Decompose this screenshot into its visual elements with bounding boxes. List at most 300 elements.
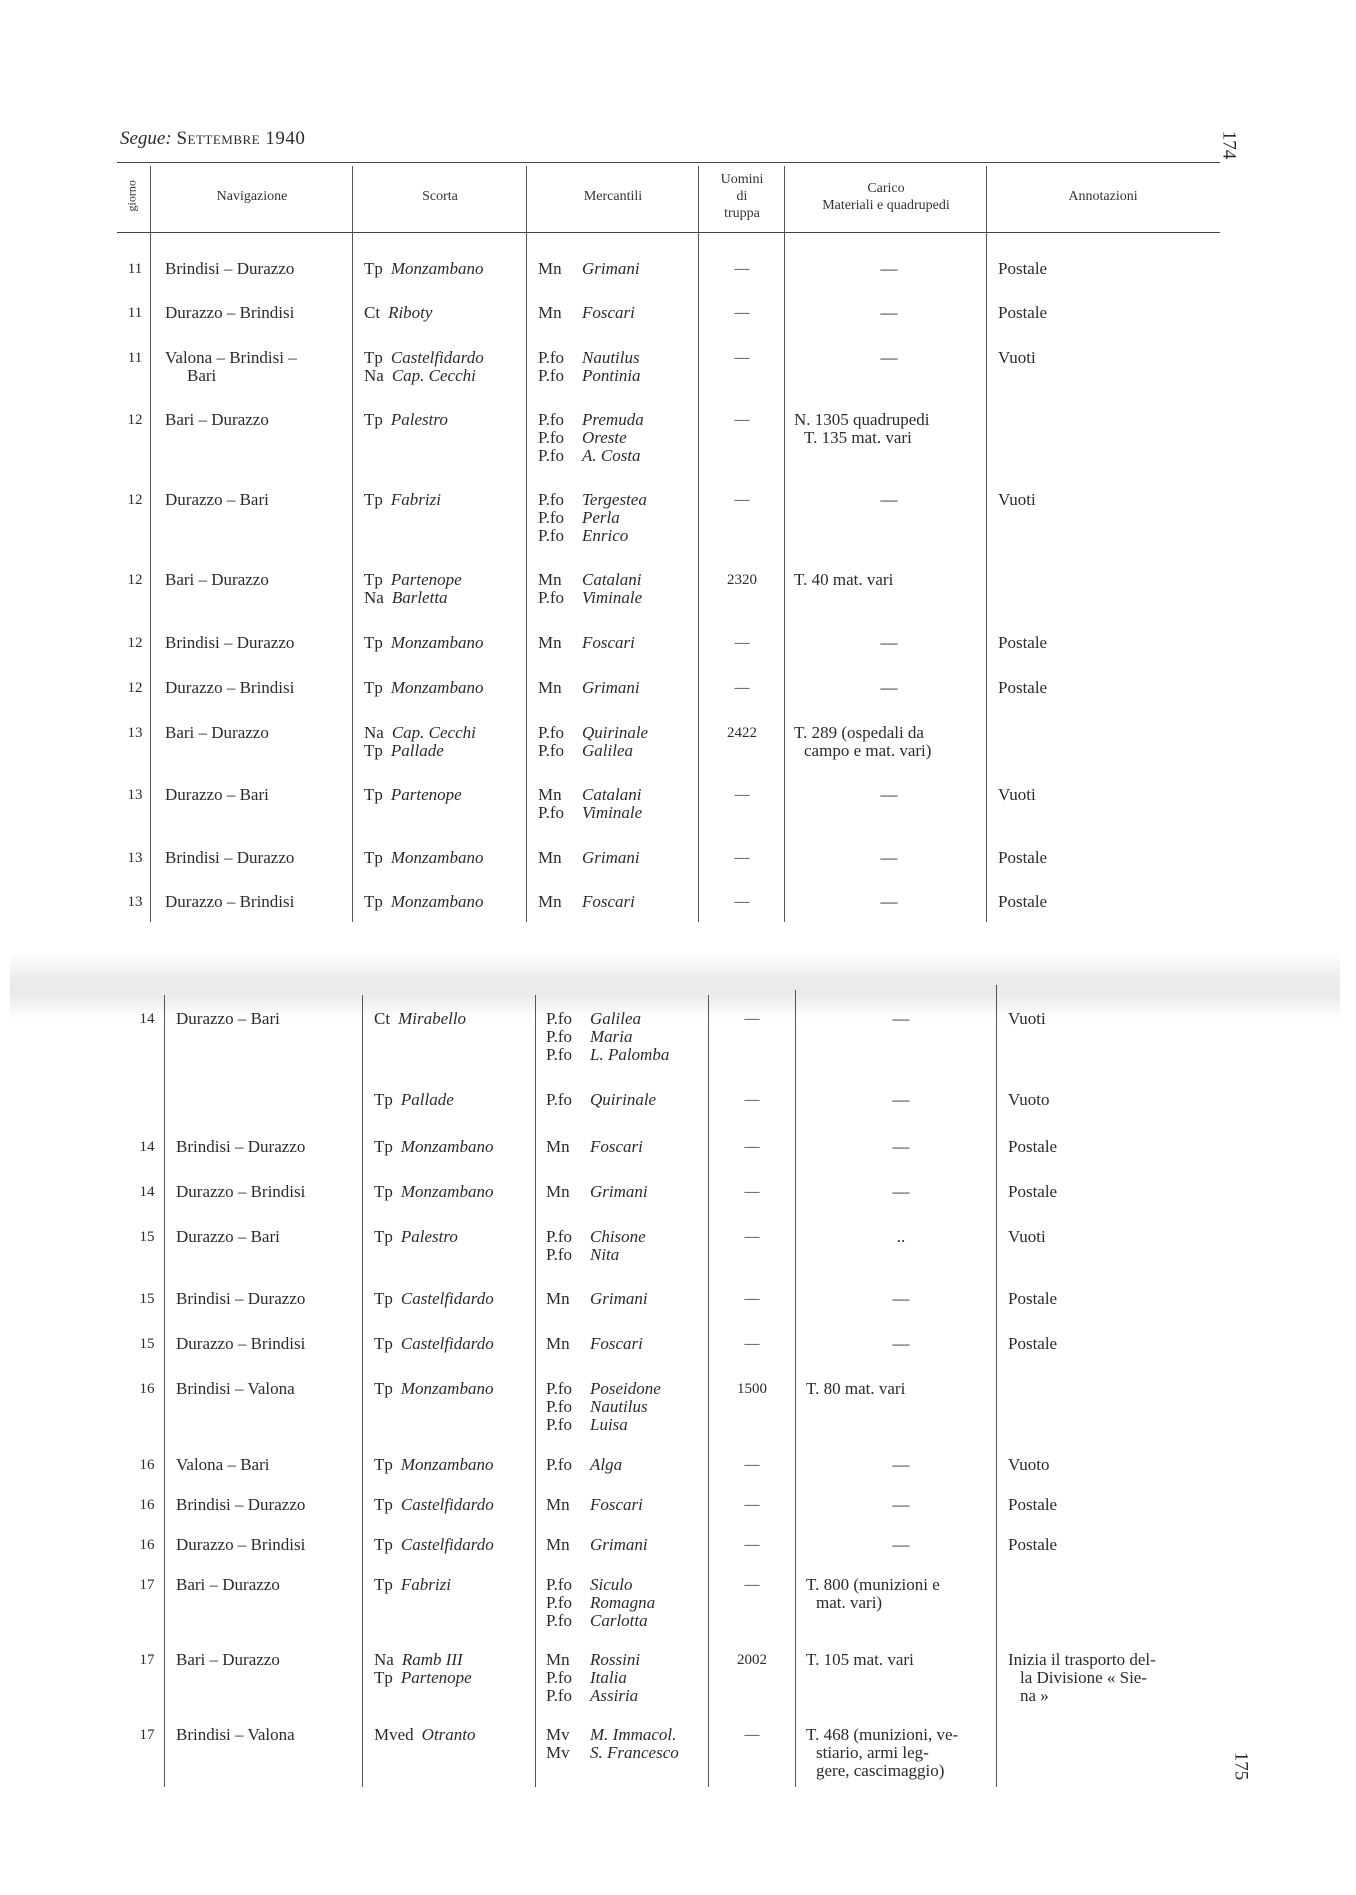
title-month: Settembre 1940: [176, 128, 306, 149]
cell-navigazione: Brindisi – Valona: [176, 1379, 295, 1398]
ship-name: Foscari: [582, 633, 635, 652]
cell-annotazioni: Vuoto: [1008, 1455, 1050, 1474]
cell-mercantili: [546, 1335, 643, 1353]
cell-scorta: [364, 349, 484, 367]
ship-type: Tp: [374, 1575, 393, 1594]
cell-uomini: —: [744, 1229, 760, 1245]
cell-carico: —: [892, 1289, 910, 1308]
cell-annotazioni: Vuoto: [1008, 1090, 1050, 1109]
header-navigazione: Navigazione: [216, 189, 288, 204]
ship-name: Monzambano: [400, 1137, 494, 1156]
cell-navigazione: Bari – Durazzo: [165, 410, 269, 429]
cell-giorno: 11: [127, 261, 143, 277]
ship-name: Pallade: [400, 1090, 454, 1109]
cell-annotazioni: Vuoti: [1008, 1009, 1046, 1028]
ship-name: Monzambano: [400, 1455, 494, 1474]
ship-type: P.fo: [546, 1397, 572, 1416]
cell-giorno: 17: [139, 1727, 155, 1743]
cell-uomini: —: [744, 1537, 760, 1553]
ship-name: Siculo: [590, 1575, 633, 1594]
cell-scorta: [364, 786, 462, 804]
cell-mercantili: [546, 1669, 627, 1687]
cell-uomini: —: [744, 1577, 760, 1593]
header-carico: Carico Materiali e quadrupedi: [822, 181, 950, 213]
cell-mercantili: [538, 679, 640, 697]
cell-navigazione: Brindisi – Durazzo: [165, 633, 295, 652]
cell-annotazioni: Postale: [998, 892, 1048, 911]
cell-giorno: 12: [127, 680, 143, 696]
cell-uomini: —: [744, 1011, 760, 1027]
cell-scorta: [374, 1576, 451, 1594]
ship-name: S. Francesco: [590, 1743, 679, 1762]
ship-type: Mv: [546, 1725, 570, 1744]
ship-name: Nautilus: [590, 1397, 648, 1416]
cell-annotazioni: la Divisione « Sie-: [1020, 1668, 1148, 1687]
cell-annotazioni: na »: [1020, 1686, 1049, 1705]
ship-type: Mn: [546, 1535, 570, 1554]
ship-name: Castelfidardo: [400, 1535, 494, 1554]
cell-uomini: —: [744, 1727, 760, 1743]
ship-name: Grimani: [582, 678, 640, 697]
ship-name: Fabrizi: [390, 490, 441, 509]
cell-scorta: [374, 1536, 494, 1554]
cell-mercantili: [538, 367, 641, 385]
cell-mercantili: [538, 849, 640, 867]
cell-mercantili: [546, 1398, 648, 1416]
page-number-top: 174: [1218, 130, 1240, 160]
ship-name: A. Costa: [582, 446, 641, 465]
ship-name: Pontinia: [582, 366, 641, 385]
cell-mercantili: [538, 786, 642, 804]
cell-uomini: —: [744, 1336, 760, 1352]
cell-annotazioni: Postale: [1008, 1495, 1058, 1514]
ship-type: Mn: [546, 1495, 570, 1514]
ship-name: Grimani: [582, 848, 640, 867]
cell-navigazione: Durazzo – Brindisi: [176, 1535, 306, 1554]
cell-navigazione: Durazzo – Bari: [165, 490, 269, 509]
ship-type: Mved: [374, 1725, 414, 1744]
ship-name: Rossini: [590, 1650, 641, 1669]
ship-name: Maria: [590, 1027, 633, 1046]
ship-type: Ct: [374, 1009, 391, 1028]
ship-type: Mn: [546, 1334, 570, 1353]
ship-type: P.fo: [546, 1686, 572, 1705]
ship-name: Monzambano: [390, 633, 484, 652]
ship-name: L. Palomba: [590, 1045, 670, 1064]
cell-scorta: [374, 1010, 466, 1028]
cell-scorta: [374, 1726, 476, 1744]
cell-scorta: [364, 742, 444, 760]
cell-mercantili: [538, 589, 642, 607]
ship-type: Tp: [364, 259, 383, 278]
cell-carico: —: [880, 678, 898, 697]
header-mercantili: Mercantili: [583, 189, 643, 204]
cell-giorno: 15: [139, 1291, 155, 1307]
cell-navigazione: Brindisi – Valona: [176, 1725, 295, 1744]
cell-mercantili: [546, 1228, 646, 1246]
cell-giorno: 16: [139, 1537, 155, 1553]
cell-carico: T. 468 (munizioni, ve-: [806, 1725, 959, 1744]
ship-name: Alga: [590, 1455, 623, 1474]
cell-mercantili: [546, 1594, 655, 1612]
ship-type: P.fo: [546, 1245, 572, 1264]
cell-navigazione: Bari – Durazzo: [165, 723, 269, 742]
ship-name: Grimani: [590, 1182, 648, 1201]
cell-mercantili: [538, 260, 640, 278]
cell-annotazioni: Postale: [1008, 1182, 1058, 1201]
cell-navigazione: Valona – Bari: [176, 1455, 270, 1474]
cell-scorta: [364, 849, 483, 867]
cell-uomini: —: [744, 1497, 760, 1513]
cell-mercantili: [546, 1726, 676, 1744]
ship-type: P.fo: [546, 1593, 572, 1612]
cell-scorta: [374, 1091, 454, 1109]
cell-carico: —: [892, 1182, 910, 1201]
ship-name: Foscari: [590, 1137, 643, 1156]
cell-uomini: —: [734, 894, 750, 910]
ship-name: Castelfidardo: [400, 1495, 494, 1514]
ship-type: Mn: [546, 1182, 570, 1201]
ship-type: Tp: [364, 848, 383, 867]
cell-mercantili: [538, 447, 641, 465]
cell-mercantili: [546, 1290, 648, 1308]
ship-type: Tp: [374, 1379, 393, 1398]
ship-type: Mn: [538, 570, 562, 589]
cell-navigazione: Durazzo – Brindisi: [176, 1334, 306, 1353]
ship-type: Tp: [374, 1090, 393, 1109]
cell-giorno: 12: [127, 492, 143, 508]
cell-mercantili: [538, 742, 633, 760]
cell-mercantili: [538, 491, 647, 509]
cell-mercantili: [538, 893, 635, 911]
cell-carico: —: [892, 1009, 910, 1028]
ship-name: Tergestea: [582, 490, 647, 509]
cell-carico: gere, cascimaggio): [816, 1761, 945, 1780]
cell-giorno: 15: [139, 1336, 155, 1352]
ship-type: Tp: [374, 1495, 393, 1514]
title-prefix: Segue:: [120, 128, 172, 149]
ship-name: Viminale: [582, 588, 643, 607]
ship-type: Na: [374, 1650, 394, 1669]
cell-giorno: 13: [127, 787, 143, 803]
ship-type: Mn: [538, 848, 562, 867]
cell-carico: —: [880, 490, 898, 509]
cell-uomini: —: [734, 635, 750, 651]
cell-navigazione: Brindisi – Durazzo: [165, 259, 295, 278]
cell-mercantili: [538, 804, 642, 822]
cell-carico: T. 105 mat. vari: [806, 1650, 914, 1669]
ship-name: Barletta: [391, 588, 448, 607]
cell-giorno: 17: [139, 1577, 155, 1593]
ship-name: Palestro: [400, 1227, 458, 1246]
ship-name: Cap. Cecchi: [391, 723, 476, 742]
ship-type: Tp: [364, 892, 383, 911]
cell-uomini: —: [734, 350, 750, 366]
cell-mercantili: [546, 1010, 641, 1028]
cell-mercantili: [546, 1246, 619, 1264]
cell-scorta: [364, 893, 483, 911]
ship-type: Tp: [364, 741, 383, 760]
cell-giorno: 14: [139, 1184, 155, 1200]
ship-type: Mn: [546, 1289, 570, 1308]
ship-type: Mn: [546, 1137, 570, 1156]
ship-name: Partenope: [390, 785, 462, 804]
cell-navigazione: Bari – Durazzo: [176, 1575, 280, 1594]
page-title: [120, 128, 305, 150]
cell-carico: —: [892, 1535, 910, 1554]
ship-type: Mn: [538, 892, 562, 911]
ship-name: Carlotta: [590, 1611, 648, 1630]
cell-navigazione: Durazzo – Bari: [165, 785, 269, 804]
cell-mercantili: [546, 1138, 643, 1156]
cell-carico: —: [880, 348, 898, 367]
ship-type: Tp: [374, 1334, 393, 1353]
header-scorta: Scorta: [422, 189, 458, 204]
ship-name: M. Immacol.: [590, 1725, 677, 1744]
ship-type: P.fo: [546, 1027, 572, 1046]
cell-carico: N. 1305 quadrupedi: [794, 410, 930, 429]
cell-scorta: [374, 1290, 494, 1308]
cell-scorta: [374, 1183, 493, 1201]
cell-uomini: —: [744, 1457, 760, 1473]
cell-mercantili: [546, 1536, 648, 1554]
cell-mercantili: [546, 1612, 648, 1630]
cell-giorno: 17: [139, 1652, 155, 1668]
cell-mercantili: [546, 1091, 656, 1109]
ship-name: Castelfidardo: [400, 1289, 494, 1308]
cell-scorta: [364, 367, 476, 385]
cell-mercantili: [538, 509, 620, 527]
ship-name: Perla: [582, 508, 620, 527]
cell-scorta: [374, 1651, 463, 1669]
cell-carico: campo e mat. vari): [804, 741, 932, 760]
cell-mercantili: [546, 1744, 679, 1762]
cell-annotazioni: Vuoti: [1008, 1227, 1046, 1246]
ship-name: Mirabello: [398, 1009, 467, 1028]
ship-name: Partenope: [390, 570, 462, 589]
cell-carico: —: [892, 1455, 910, 1474]
ship-name: Viminale: [582, 803, 643, 822]
header-top-rule: [117, 162, 1220, 163]
cell-uomini: 2320: [727, 572, 757, 588]
ship-name: Enrico: [582, 526, 629, 545]
cell-uomini: —: [734, 412, 750, 428]
ship-name: Pallade: [390, 741, 444, 760]
cell-carico: —: [880, 633, 898, 652]
cell-carico: —: [892, 1137, 910, 1156]
ship-name: Foscari: [582, 892, 635, 911]
ship-name: Italia: [590, 1668, 627, 1687]
cell-giorno: 16: [139, 1457, 155, 1473]
cell-carico: ..: [896, 1227, 906, 1246]
cell-annotazioni: Vuoti: [998, 490, 1036, 509]
ship-type: P.fo: [546, 1379, 572, 1398]
cell-mercantili: [546, 1456, 622, 1474]
ship-name: Palestro: [390, 410, 448, 429]
cell-scorta: [374, 1335, 494, 1353]
cell-uomini: —: [744, 1291, 760, 1307]
ship-type: Na: [364, 723, 384, 742]
cell-mercantili: [538, 429, 627, 447]
cell-carico: —: [880, 892, 898, 911]
ship-type: Tp: [374, 1455, 393, 1474]
cell-navigazione: Durazzo – Brindisi: [165, 303, 295, 322]
ship-name: Monzambano: [400, 1182, 494, 1201]
cell-mercantili: [538, 724, 648, 742]
ship-type: Tp: [364, 633, 383, 652]
cell-mercantili: [546, 1028, 633, 1046]
ship-name: Luisa: [590, 1415, 628, 1434]
cell-annotazioni: Postale: [1008, 1289, 1058, 1308]
ship-type: Tp: [364, 410, 383, 429]
cell-uomini: 1500: [737, 1381, 767, 1397]
ship-type: P.fo: [538, 508, 564, 527]
cell-carico: —: [892, 1334, 910, 1353]
ship-type: P.fo: [538, 723, 564, 742]
cell-scorta: [364, 724, 476, 742]
cell-mercantili: [538, 411, 644, 429]
cell-carico: —: [892, 1495, 910, 1514]
cell-scorta: [364, 634, 483, 652]
cell-scorta: [374, 1380, 493, 1398]
cell-annotazioni: Vuoti: [998, 785, 1036, 804]
cell-scorta: [374, 1228, 458, 1246]
ship-type: P.fo: [546, 1415, 572, 1434]
cell-carico: —: [880, 785, 898, 804]
cell-scorta: [364, 304, 432, 322]
ship-type: P.fo: [538, 588, 564, 607]
ship-type: Na: [364, 588, 384, 607]
cell-giorno: 15: [139, 1229, 155, 1245]
ship-name: Castelfidardo: [390, 348, 484, 367]
ship-type: P.fo: [538, 348, 564, 367]
cell-navigazione: Durazzo – Bari: [176, 1009, 280, 1028]
cell-annotazioni: Postale: [998, 259, 1048, 278]
ship-name: Galilea: [590, 1009, 641, 1028]
cell-mercantili: [546, 1651, 640, 1669]
ship-type: Tp: [364, 570, 383, 589]
cell-navigazione: Bari – Durazzo: [165, 570, 269, 589]
cell-carico: —: [880, 303, 898, 322]
page-number-bottom: 175: [1230, 1751, 1252, 1781]
cell-mercantili: [538, 304, 635, 322]
cell-carico: T. 135 mat. vari: [804, 428, 912, 447]
cell-carico: —: [892, 1090, 910, 1109]
ship-name: Partenope: [400, 1668, 472, 1687]
cell-carico: —: [880, 259, 898, 278]
cell-scorta: [364, 491, 441, 509]
ship-type: P.fo: [546, 1455, 572, 1474]
ship-type: Mn: [538, 785, 562, 804]
ship-type: P.fo: [538, 446, 564, 465]
cell-giorno: 11: [127, 305, 143, 321]
ship-type: P.fo: [538, 410, 564, 429]
ship-type: P.fo: [546, 1611, 572, 1630]
cell-mercantili: [538, 571, 642, 589]
ship-type: Tp: [364, 490, 383, 509]
cell-navigazione: Bari – Durazzo: [176, 1650, 280, 1669]
cell-giorno: 13: [127, 725, 143, 741]
cell-annotazioni: Inizia il trasporto del-: [1008, 1650, 1156, 1669]
cell-giorno: 13: [127, 850, 143, 866]
ship-name: Monzambano: [390, 259, 484, 278]
ship-name: Castelfidardo: [400, 1334, 494, 1353]
cell-mercantili: [538, 634, 635, 652]
cell-annotazioni: Postale: [1008, 1334, 1058, 1353]
cell-uomini: —: [734, 680, 750, 696]
ship-type: Mn: [538, 633, 562, 652]
cell-giorno: 12: [127, 572, 143, 588]
cell-giorno: 13: [127, 894, 143, 910]
header-annotazioni: Annotazioni: [1068, 189, 1138, 204]
cell-carico: T. 800 (munizioni e: [806, 1575, 940, 1594]
ship-name: Romagna: [590, 1593, 656, 1612]
cell-navigazione: Bari: [187, 366, 217, 385]
cell-scorta: [364, 260, 483, 278]
ship-name: Galilea: [582, 741, 633, 760]
ship-name: Poseidone: [590, 1379, 661, 1398]
ship-type: P.fo: [538, 741, 564, 760]
cell-uomini: —: [744, 1139, 760, 1155]
cell-giorno: 14: [139, 1011, 155, 1027]
cell-mercantili: [538, 527, 628, 545]
cell-carico: stiario, armi leg-: [816, 1743, 929, 1762]
header-bottom-rule: [117, 232, 1220, 233]
cell-carico: —: [880, 848, 898, 867]
ship-type: P.fo: [538, 803, 564, 822]
ship-type: P.fo: [546, 1090, 572, 1109]
cell-carico: T. 80 mat. vari: [806, 1379, 906, 1398]
cell-mercantili: [546, 1046, 669, 1064]
cell-navigazione: Durazzo – Brindisi: [176, 1182, 306, 1201]
ship-type: Mv: [546, 1743, 570, 1762]
cell-navigazione: Brindisi – Durazzo: [176, 1137, 306, 1156]
cell-carico: mat. vari): [816, 1593, 883, 1612]
ship-type: Tp: [364, 678, 383, 697]
header-uomini: Uomini di truppa: [720, 172, 764, 221]
cell-navigazione: Durazzo – Brindisi: [165, 678, 295, 697]
cell-uomini: —: [744, 1092, 760, 1108]
ship-name: Premuda: [582, 410, 644, 429]
cell-scorta: [374, 1456, 493, 1474]
cell-annotazioni: Postale: [998, 678, 1048, 697]
ship-type: P.fo: [546, 1009, 572, 1028]
cell-giorno: 14: [139, 1139, 155, 1155]
ship-name: Cap. Cecchi: [391, 366, 476, 385]
ship-name: Monzambano: [400, 1379, 494, 1398]
ship-type: Mn: [538, 259, 562, 278]
cell-annotazioni: Postale: [1008, 1137, 1058, 1156]
cell-uomini: —: [744, 1184, 760, 1200]
ship-type: Tp: [374, 1668, 393, 1687]
ship-name: Catalani: [582, 570, 642, 589]
ship-type: P.fo: [546, 1227, 572, 1246]
ship-name: Monzambano: [390, 678, 484, 697]
cell-uomini: —: [734, 492, 750, 508]
ship-name: Nautilus: [582, 348, 640, 367]
ship-name: Ramb III: [401, 1650, 463, 1669]
ship-name: Quirinale: [582, 723, 649, 742]
ship-type: Na: [364, 366, 384, 385]
cell-scorta: [364, 589, 448, 607]
cell-carico: T. 40 mat. vari: [794, 570, 894, 589]
ship-name: Monzambano: [390, 892, 484, 911]
ship-type: Ct: [364, 303, 381, 322]
ship-type: Tp: [374, 1227, 393, 1246]
ship-type: Tp: [374, 1535, 393, 1554]
ship-type: Tp: [364, 785, 383, 804]
cell-navigazione: Brindisi – Durazzo: [165, 848, 295, 867]
